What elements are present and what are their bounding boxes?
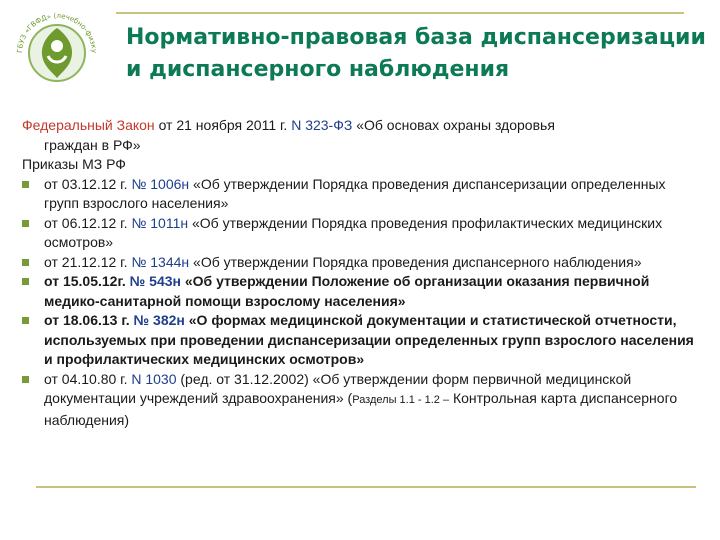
- law-title-part1: «Об основах охраны здоровья: [356, 117, 555, 133]
- order-number: № 1344н: [131, 253, 190, 270]
- title-line-2: и диспансерного наблюдения: [126, 57, 510, 82]
- list-item: [22, 272, 702, 311]
- list-item: [22, 175, 702, 214]
- orders-heading: Приказы МЗ РФ: [22, 156, 126, 172]
- order-text: «Об утверждении Положение об организации оказания первичной медико-санитарной помощи взрослому населения»: [44, 273, 650, 309]
- order-text: «Об утверждении Порядка проведения диспансерного наблюдения»: [193, 253, 642, 270]
- bullet-icon: [22, 259, 29, 266]
- bullet-icon: [22, 181, 29, 188]
- order-text: «О формах медицинской документации и статистической отчетности, используемых при проведении диспансеризации определенных групп взрослого населения и профилактических медицинских осмотров»: [44, 312, 694, 367]
- order-number: № 1006н: [131, 175, 190, 192]
- law-date: от 21 ноября 2011 г.: [158, 117, 288, 133]
- order-number: № 543н: [129, 273, 181, 289]
- list-item: [22, 311, 702, 370]
- order-text: «Об утверждении Порядка проведения профилактических медицинских осмотров»: [44, 214, 663, 250]
- law-number: N 323-ФЗ: [291, 117, 353, 133]
- law-title-part2: граждан в РФ»: [44, 136, 141, 153]
- content: [22, 116, 702, 430]
- bottom-divider: [36, 486, 696, 488]
- order-number: № 1011н: [131, 214, 189, 231]
- order-date: от 15.05.12г.: [44, 273, 126, 289]
- order-number: N 1030: [131, 370, 177, 387]
- order-date: от 03.12.12 г.: [44, 175, 128, 192]
- list-item: [22, 253, 702, 273]
- order-date: от 04.10.80 г.: [44, 370, 128, 387]
- order-date: от 21.12.12 г.: [44, 253, 128, 270]
- bullet-icon: [22, 220, 29, 227]
- bullet-icon: [22, 376, 29, 383]
- logo: [10, 6, 104, 100]
- title-line-1: Нормативно-правовая база диспансеризации: [126, 25, 706, 50]
- order-note: Разделы 1.1 - 1.2 –: [352, 394, 450, 406]
- law-name: Федеральный Закон: [22, 117, 155, 133]
- logo-text: ГБУЗ «ГВФД» (лечебно-физку: [15, 11, 99, 54]
- list-item: [22, 370, 702, 431]
- order-text: (ред. от 31.12.2002) «Об утверждении форм первичной медицинской документации учреждений здравоохранения» (: [44, 370, 632, 406]
- order-date: от 18.06.13 г.: [44, 312, 130, 328]
- order-text: «Об утверждении Порядка проведения диспансеризации определенных групп взрослого населения»: [44, 175, 666, 211]
- bullet-icon: [22, 278, 29, 285]
- top-divider: [116, 12, 684, 14]
- order-number: № 382н: [133, 312, 185, 328]
- order-date: от 06.12.12 г.: [44, 214, 128, 231]
- order-tail: Контрольная карта диспансерного наблюдения): [44, 390, 678, 428]
- ministry-of-health-emblem-icon: [10, 6, 104, 100]
- bullet-icon: [22, 317, 29, 324]
- federal-law: [22, 116, 702, 155]
- list-item: [22, 214, 702, 253]
- orders-list: [22, 175, 702, 431]
- page-title: [126, 22, 706, 86]
